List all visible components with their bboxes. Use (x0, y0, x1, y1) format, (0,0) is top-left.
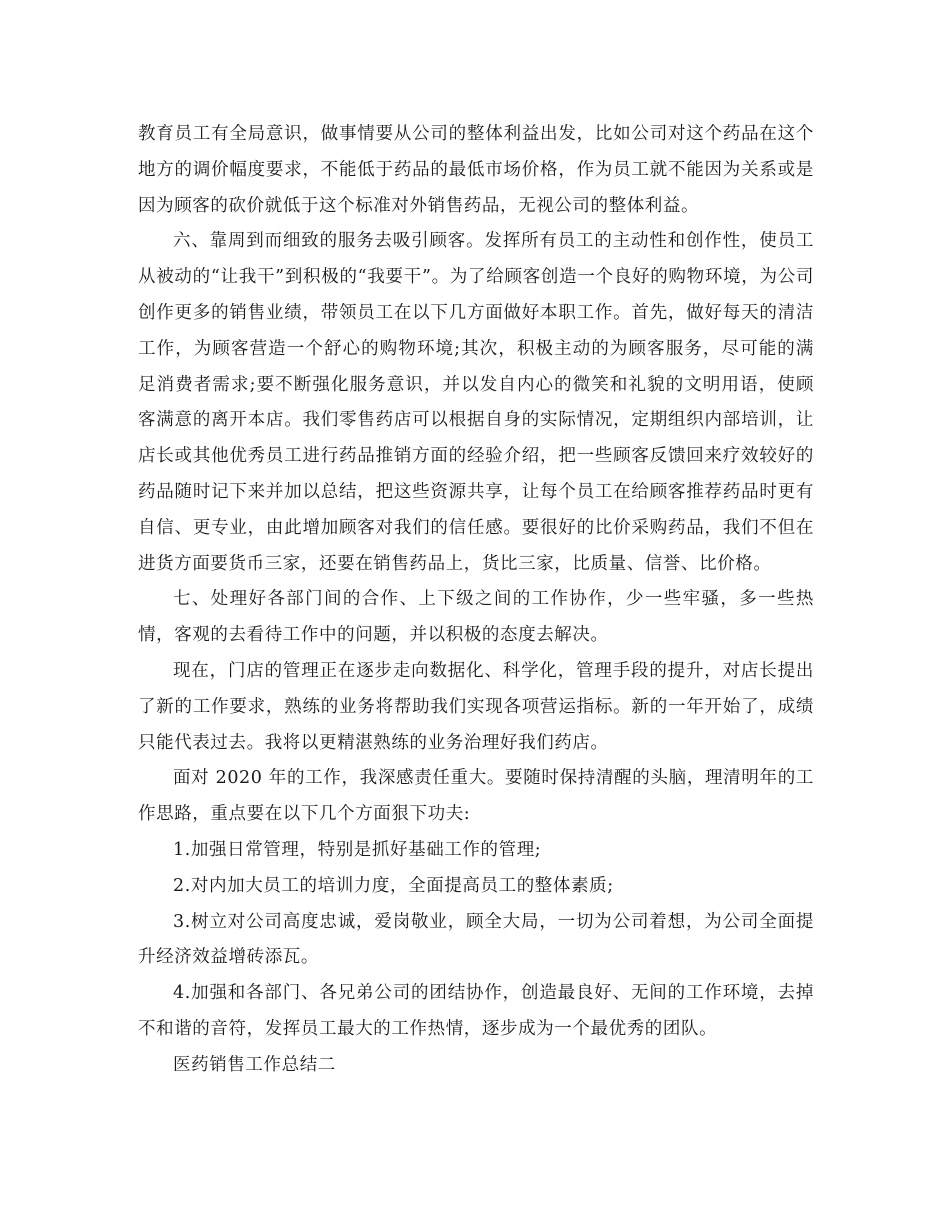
document-body (138, 117, 814, 1084)
paragraph-section-seven: 七、处理好各部门间的合作、上下级之间的工作协作，少一些牢骚，多一些热情，客观的去看待工作中的问题，并以积极的态度去解决。 (138, 589, 814, 646)
list-item-1: 1.加强日常管理，特别是抓好基础工作的管理; (173, 839, 542, 860)
section-heading-two: 医药销售工作总结二 (173, 1054, 336, 1075)
list-item-4: 4.加强和各部门、各兄弟公司的团结协作，创造最良好、无间的工作环境，去掉不和谐的音符，发挥员工最大的工作热情，逐步成为一个最优秀的团队。 (138, 983, 814, 1039)
paragraph-continuation: 教育员工有全局意识，做事情要从公司的整体利益出发，比如公司对这个药品在这个地方的调价幅度要求，不能低于药品的最低市场价格，作为员工就不能因为关系或是因为顾客的砍价就低于这个标准对外销售药品，无视公司的整体利益。 (138, 124, 814, 216)
paragraph-section-six: 六、靠周到而细致的服务去吸引顾客。发挥所有员工的主动性和创作性，使员工从被动的“让我干”到积极的“我要干”。为了给顾客创造一个良好的购物环境，为公司创作更多的销售业绩，带领员工在以下几方面做好本职工作。首先，做好每天的清洁工作，为顾客营造一个舒心的购物环境;其次，积极主动的为顾客服务，尽可能的满足消费者需求;要不断强化服务意识，并以发自内心的微笑和礼貌的文明用语，使顾客满意的离开本店。我们零售药店可以根据自身的实际情况，定期组织内部培训，让店长或其他优秀员工进行药品推销方面的经验介绍，把一些顾客反馈回来疗效较好的药品随时记下来并加以总结，把这些资源共享，让每个员工在给顾客推荐药品时更有自信、更专业，由此增加顾客对我们的信任感。要很好的比价采购药品，我们不但在进货方面要货币三家，还要在销售药品上，货比三家，比质量、信誉、比价格。 (138, 231, 814, 574)
paragraph-store-management: 现在，门店的管理正在逐步走向数据化、科学化，管理手段的提升，对店长提出了新的工作要求，熟练的业务将帮助我们实现各项营运指标。新的一年开始了，成绩只能代表过去。我将以更精湛熟练的业务治理好我们药店。 (138, 660, 814, 753)
list-item-2: 2.对内加大员工的培训力度，全面提高员工的整体素质; (173, 875, 614, 896)
paragraph-2020-work: 面对 2020 年的工作，我深感责任重大。要随时保持清醒的头脑，理清明年的工作思路，重点要在以下几个方面狠下功夫: (138, 768, 814, 825)
list-item-3: 3.树立对公司高度忠诚，爱岗敬业，顾全大局，一切为公司着想，为公司全面提升经济效益增砖添瓦。 (138, 911, 814, 968)
